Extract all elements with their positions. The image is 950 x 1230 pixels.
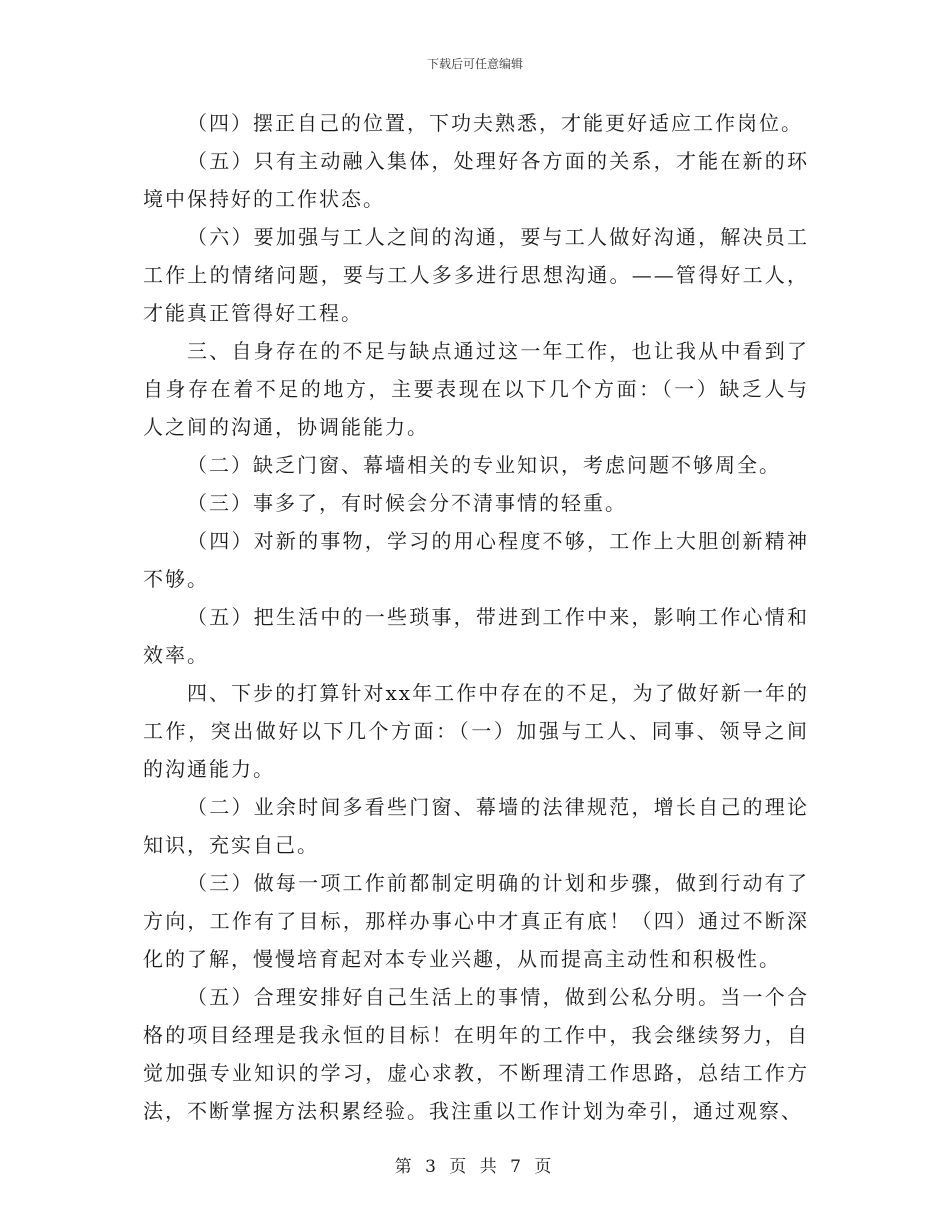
paragraph: 四、下步的打算针对xx年工作中存在的不足，为了做好新一年的工作，突出做好以下几个方面：（一）加强与工人、同事、领导之间的沟通能力。 (143, 681, 809, 781)
paragraph: 三、自身存在的不足与缺点通过这一年工作，也让我从中看到了自身存在着不足的地方，主要表现在以下几个方面：（一）缺乏人与人之间的沟通，协调能能力。 (143, 339, 809, 439)
document-body (143, 104, 809, 1130)
paragraph: （四）摆正自己的位置，下功夫熟悉，才能更好适应工作岗位。 (187, 111, 803, 135)
paragraph: （五）把生活中的一些琐事，带进到工作中来，影响工作心情和效率。 (143, 605, 809, 667)
paragraph: （二）缺乏门窗、幕墙相关的专业知识，考虑问题不够周全。 (187, 453, 781, 477)
paragraph: （三）事多了，有时候会分不清事情的轻重。 (187, 491, 627, 515)
paragraph: （三）做每一项工作前都制定明确的计划和步骤，做到行动有了方向，工作有了目标，那样办事心中才真正有底！（四）通过不断深化的了解，慢慢培育起对本专业兴趣，从而提高主动性和积极性。 (143, 871, 809, 971)
paragraph: （六）要加强与工人之间的沟通，要与工人做好沟通，解决员工工作上的情绪问题，要与工人多多进行思想沟通。——管得好工人，才能真正管得好工程。 (143, 225, 809, 325)
paragraph: （五）只有主动融入集体，处理好各方面的关系，才能在新的环境中保持好的工作状态。 (143, 149, 809, 211)
page-header: 下载后可任意编辑 (426, 57, 523, 71)
paragraph: （四）对新的事物，学习的用心程度不够，工作上大胆创新精神不够。 (143, 529, 809, 591)
paragraph: （五）合理安排好自己生活上的事情，做到公私分明。当一个合格的项目经理是我永恒的目标！在明年的工作中，我会继续努力，自觉加强专业知识的学习，虚心求教，不断理清工作思路，总结工作方法，不断掌握方法积累经验。我注重以工作计划为牵引，通过观察、 (143, 985, 809, 1123)
paragraph: （二）业余时间多看些门窗、幕墙的法律规范，增长自己的理论知识，充实自己。 (143, 795, 809, 857)
page-number: 第 3 页 共 7 页 (394, 1157, 556, 1177)
